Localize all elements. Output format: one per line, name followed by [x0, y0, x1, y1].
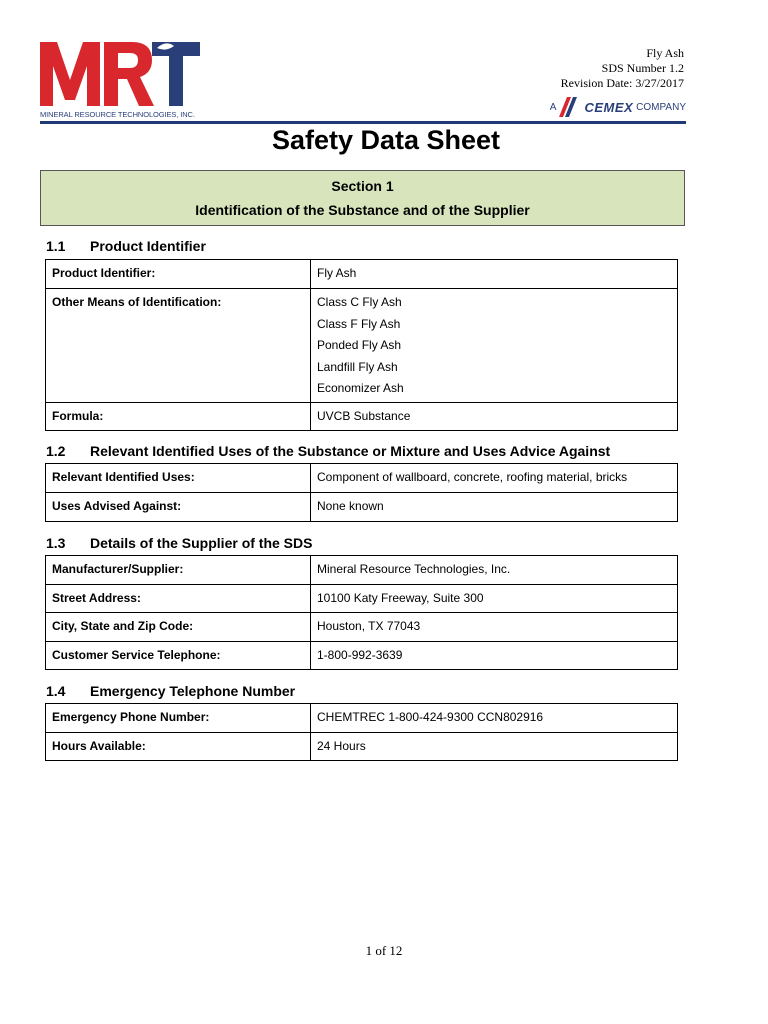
logo-tagline: MINERAL RESOURCE TECHNOLOGIES, INC. — [40, 110, 195, 119]
table-row — [46, 260, 678, 289]
row-value: Mineral Resource Technologies, Inc. — [311, 556, 678, 585]
table-row — [46, 642, 678, 670]
row-label: Uses Advised Against: — [46, 493, 311, 522]
table-row — [46, 493, 678, 522]
section-number: Section 1 — [331, 178, 394, 194]
subsection-title: Details of the Supplier of the SDS — [90, 535, 313, 551]
row-value: 10100 Katy Freeway, Suite 300 — [311, 585, 678, 613]
subsection-heading-1-4 — [46, 683, 295, 699]
value-line: Economizer Ash — [317, 381, 404, 395]
emergency-phone-table — [45, 703, 678, 761]
row-label: Manufacturer/Supplier: — [46, 556, 311, 585]
subsection-number: 1.2 — [46, 443, 66, 459]
page-title: Safety Data Sheet — [271, 125, 501, 155]
row-value: None known — [311, 493, 678, 522]
subsection-heading-1-2 — [46, 443, 610, 459]
value-line: Class F Fly Ash — [317, 316, 401, 331]
row-value: 1-800-992-3639 — [311, 642, 678, 670]
table-row — [46, 289, 678, 403]
subsection-number: 1.4 — [46, 683, 66, 699]
row-value: Houston, TX 77043 — [311, 613, 678, 642]
page-number: 1 of 12 — [365, 943, 403, 958]
row-value: Component of wallboard, concrete, roofing material, bricks — [311, 464, 678, 493]
value-line: Class C Fly Ash — [317, 295, 402, 309]
sds-number: SDS Number 1.2 — [601, 61, 684, 75]
subsection-title: Emergency Telephone Number — [90, 683, 296, 699]
cemex-badge — [550, 95, 686, 119]
row-value: UVCB Substance — [311, 403, 678, 431]
subsection-number: 1.1 — [46, 238, 66, 254]
table-row — [46, 613, 678, 642]
supplier-details-table — [45, 555, 678, 670]
revision-date: Revision Date: 3/27/2017 — [560, 76, 684, 90]
row-label: Formula: — [46, 403, 311, 431]
table-row — [46, 556, 678, 585]
value-line: Landfill Fly Ash — [317, 359, 398, 374]
row-label: City, State and Zip Code: — [46, 613, 311, 642]
subsection-heading-1-3 — [46, 535, 312, 551]
row-label: Emergency Phone Number: — [46, 704, 311, 733]
row-label: Hours Available: — [46, 733, 311, 761]
subsection-title: Product Identifier — [90, 238, 206, 254]
row-label: Customer Service Telephone: — [46, 642, 311, 670]
cemex-prefix: A — [549, 101, 557, 113]
cemex-logo-icon — [559, 97, 581, 117]
row-value — [311, 289, 678, 403]
document-meta — [561, 46, 684, 91]
table-row — [46, 464, 678, 493]
section-name: Identification of the Substance and of the Supplier — [195, 202, 530, 218]
table-row — [46, 403, 678, 431]
value-line: Ponded Fly Ash — [317, 338, 402, 352]
header-divider — [40, 121, 686, 124]
subsection-number: 1.3 — [46, 535, 66, 551]
subsection-heading-1-1 — [46, 238, 206, 254]
identified-uses-table — [45, 463, 678, 522]
product-name: Fly Ash — [646, 46, 684, 60]
row-label: Other Means of Identification: — [46, 289, 311, 403]
table-row — [46, 585, 678, 613]
cemex-suffix: COMPANY — [636, 101, 686, 113]
table-row — [46, 704, 678, 733]
subsection-title: Relevant Identified Uses of the Substance or Mixture and Uses Advice Against — [90, 443, 611, 459]
section-banner — [40, 170, 685, 226]
row-label: Street Address: — [46, 585, 311, 613]
company-logo — [40, 40, 202, 120]
row-value: 24 Hours — [311, 733, 678, 761]
table-row — [46, 733, 678, 761]
row-label: Relevant Identified Uses: — [46, 464, 311, 493]
product-identifier-table — [45, 259, 678, 431]
row-label: Product Identifier: — [46, 260, 311, 289]
row-value: CHEMTREC 1-800-424-9300 CCN802916 — [311, 704, 678, 733]
cemex-brand: CEMEX — [584, 99, 634, 115]
row-value: Fly Ash — [311, 260, 678, 289]
